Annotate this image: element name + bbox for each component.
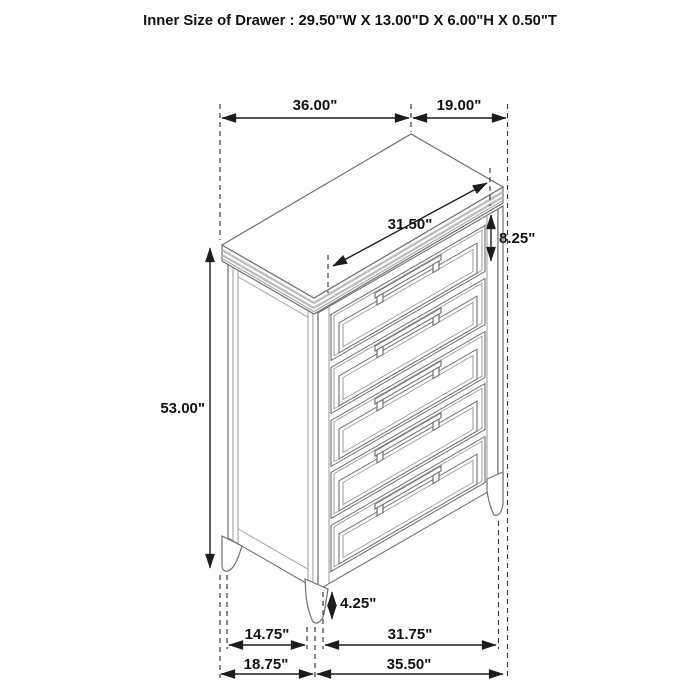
dim-base-front-overall-label: 35.50" xyxy=(386,656,432,673)
dim-base-side-overall xyxy=(221,656,313,674)
dim-overall-height-label: 53.00" xyxy=(160,400,205,417)
dim-base-side-span xyxy=(229,626,305,645)
dim-leg-height-label: 4.25" xyxy=(340,595,377,612)
chest-side-panel xyxy=(228,261,318,590)
dim-base-side-span-label: 14.75" xyxy=(244,626,290,643)
dim-base-side-overall-label: 18.75" xyxy=(243,656,289,673)
dim-overall-height xyxy=(160,248,210,568)
chest-leg-front-right xyxy=(487,472,503,515)
dim-base-front-span-label: 31.75" xyxy=(387,626,433,643)
dim-base-front-overall xyxy=(317,656,503,674)
dim-top-surface-width-label: 31.50" xyxy=(387,216,433,233)
page-title: Inner Size of Drawer : 29.50"W X 13.00"D X 6.00"H X 0.50"T xyxy=(143,13,557,29)
chest-drawing xyxy=(222,134,503,623)
dim-top-drawer-height-label: 8.25" xyxy=(499,230,536,247)
dim-base-front-span xyxy=(325,626,496,645)
dim-leg-height xyxy=(332,592,376,619)
dim-top-width xyxy=(222,97,409,118)
dim-top-depth-label: 19.00" xyxy=(436,97,482,114)
dim-top-width-label: 36.00" xyxy=(292,97,338,114)
chest-right-edge xyxy=(498,206,503,486)
dim-top-depth xyxy=(413,97,506,118)
